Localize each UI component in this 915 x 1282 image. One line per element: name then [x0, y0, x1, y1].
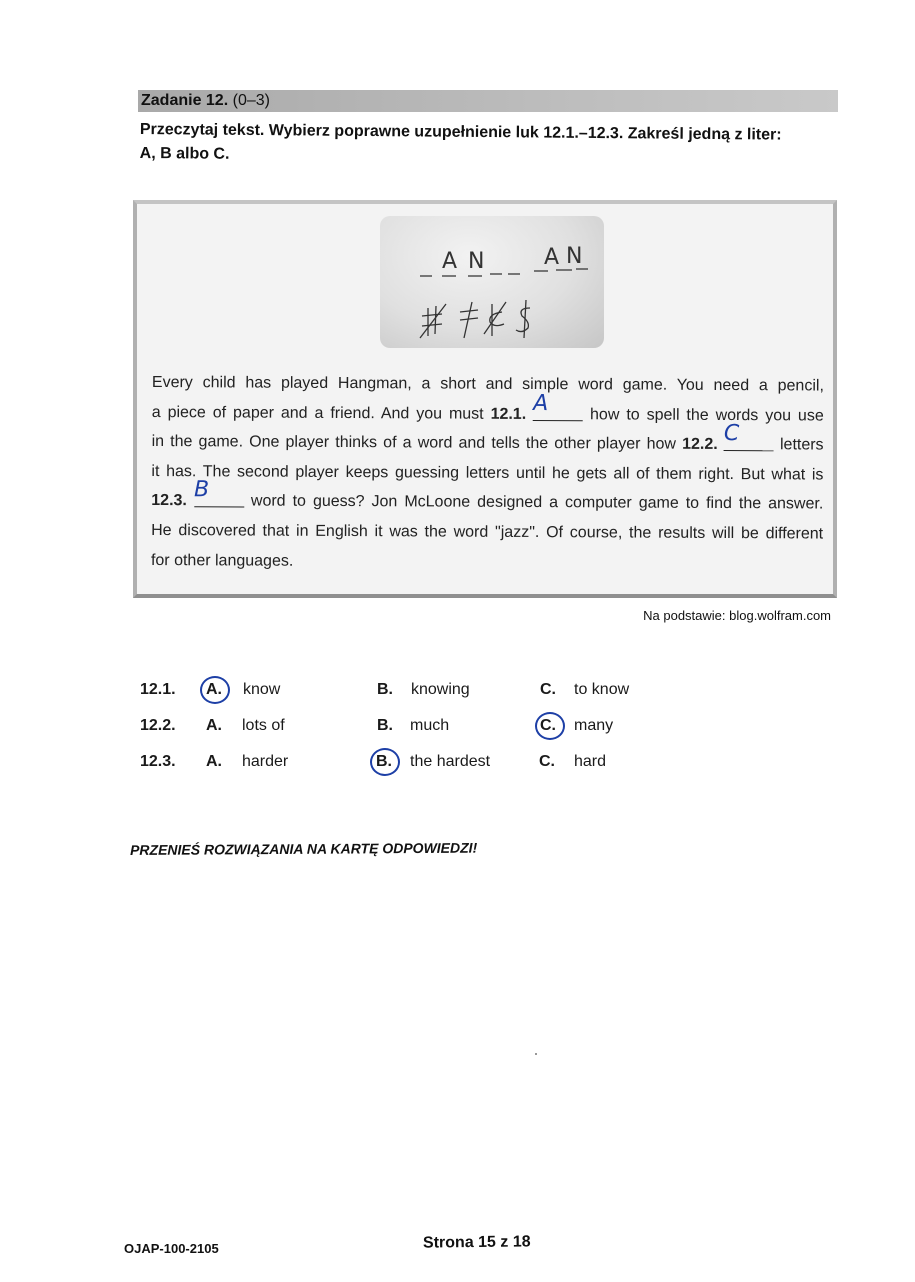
hangman-letter: A: [544, 245, 560, 270]
option-c[interactable]: C.: [539, 753, 555, 770]
instruction-line-1: Przeczytaj tekst. Wybierz poprawne uzupełnienie luk 12.1.–12.3. Zakreśl jedną z liter:: [139, 120, 782, 144]
passage-line: 12.3. B word to guess? Jon McLoone designed a computer game to find the answer.: [151, 477, 824, 513]
option-b-text: knowing: [411, 681, 470, 698]
task-title: Zadanie 12.: [141, 92, 229, 109]
question-12-3: [140, 748, 700, 776]
option-b[interactable]: B.: [376, 753, 392, 770]
page-number: Strona 15 z 18: [422, 1233, 531, 1252]
option-b[interactable]: B.: [377, 681, 393, 698]
option-b[interactable]: B.: [377, 717, 393, 734]
source-note: Na podstawie: blog.wolfram.com: [643, 608, 831, 623]
handwritten-answer: C: [723, 421, 740, 447]
task-instruction: [140, 118, 840, 172]
option-a-text: harder: [242, 753, 289, 770]
option-a-text: lots of: [242, 717, 285, 734]
gap-number: 12.1.: [490, 405, 527, 423]
gap-number: 12.2.: [682, 435, 718, 454]
option-b-text: the hardest: [410, 753, 491, 770]
handwritten-answer: B: [193, 477, 210, 503]
option-a[interactable]: A.: [206, 681, 222, 698]
hangman-letter: N: [468, 249, 485, 274]
question-number: 12.2.: [140, 717, 176, 734]
passage-line: He discovered that in English it was the word "jazz". Of course, the results will be different: [151, 521, 824, 543]
exam-code: OJAP-100-2105: [124, 1241, 219, 1256]
hangman-image: [380, 216, 604, 348]
task-points: (0–3): [232, 92, 270, 109]
question-12-2: [140, 712, 700, 740]
hangman-letter: A: [442, 249, 458, 274]
gap-12-1[interactable]: [533, 390, 583, 421]
option-c[interactable]: C.: [540, 717, 556, 734]
handwritten-answer: A: [533, 390, 549, 416]
gap-12-3[interactable]: [193, 477, 244, 508]
option-b-text: much: [410, 717, 450, 734]
task-header: [138, 90, 838, 112]
question-number: 12.1.: [140, 681, 176, 698]
passage-line: Every child has played Hangman, a short and simple word game. You need a pencil,: [151, 373, 824, 395]
option-a[interactable]: A.: [206, 753, 222, 770]
gap-number: 12.3.: [151, 492, 187, 510]
gap-12-2[interactable]: [723, 421, 774, 451]
passage-line: in the game. One player thinks of a word and tells the other player how 12.2. C letters: [151, 421, 824, 454]
passage-line: it has. The second player keeps guessing letters until he gets all of them right. But what is: [151, 462, 824, 484]
passage: [151, 368, 824, 579]
option-c-text: many: [574, 717, 614, 734]
transfer-note: PRZENIEŚ ROZWIĄZANIA NA KARTĘ ODPOWIEDZI!: [130, 839, 478, 858]
passage-line: for other languages.: [150, 551, 294, 570]
option-c-text: hard: [574, 753, 607, 770]
option-c[interactable]: C.: [540, 681, 556, 698]
question-number: 12.3.: [140, 753, 176, 770]
hangman-drawing: [380, 216, 604, 348]
speck: [535, 1053, 537, 1055]
option-c-text: to know: [574, 681, 630, 698]
instruction-line-2: A, B albo C.: [139, 144, 230, 163]
option-a-text: know: [243, 681, 281, 698]
question-12-1: [140, 676, 700, 704]
passage-line: a piece of paper and a friend. And you must 12.1. A how to spell the words you use: [151, 390, 824, 425]
hangman-letter: N: [566, 244, 583, 269]
option-a[interactable]: A.: [206, 717, 222, 734]
